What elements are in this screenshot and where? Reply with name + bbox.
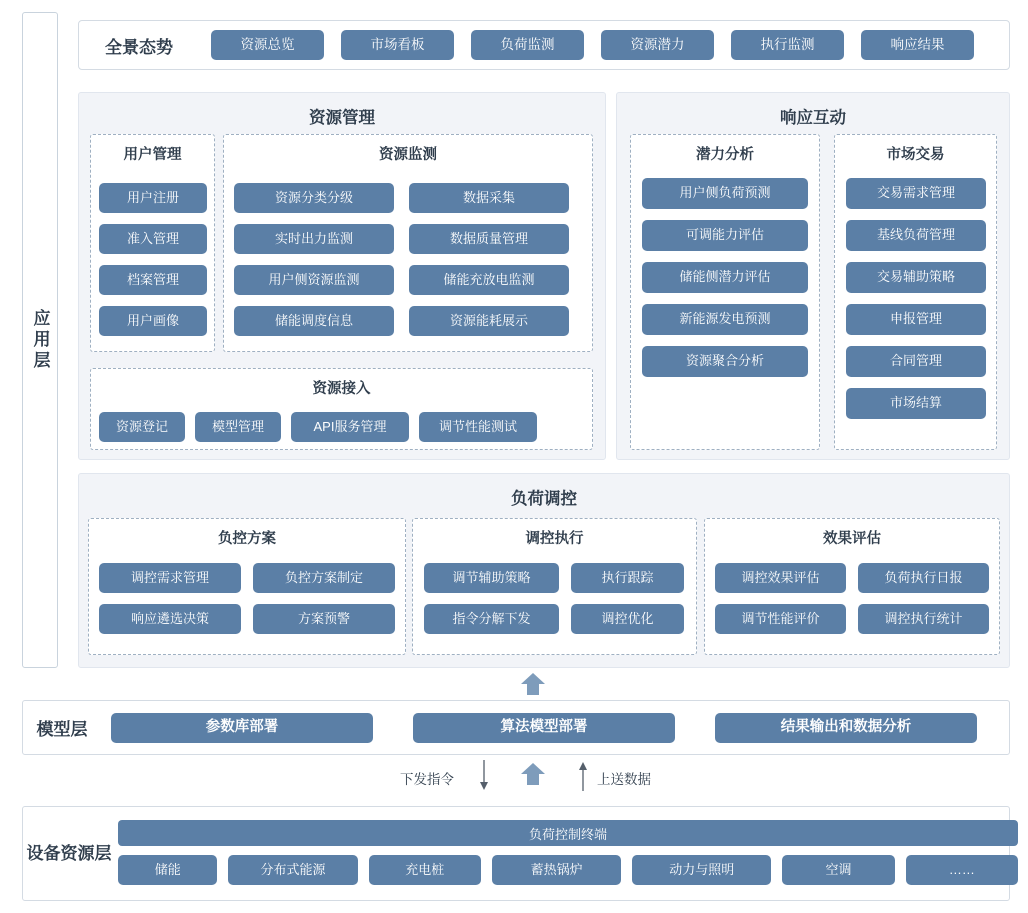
market-trade-item[interactable]: 交易辅助策略 — [846, 262, 986, 293]
up-arrow-icon — [520, 672, 546, 700]
model-layer-item[interactable]: 算法模型部署 — [413, 713, 675, 743]
overview-chip[interactable]: 市场看板 — [341, 30, 454, 60]
application-layer-label: 应用层 — [30, 308, 50, 372]
resource-access-item[interactable]: 调节性能测试 — [419, 412, 537, 442]
load-control-terminal-bar[interactable]: 负荷控制终端 — [118, 820, 1018, 846]
load-plan-title: 负控方案 — [218, 531, 276, 547]
overview-band — [78, 20, 1010, 70]
resource-monitor-item[interactable]: 数据质量管理 — [409, 224, 569, 254]
overview-chip[interactable]: 负荷监测 — [471, 30, 584, 60]
user-management-item[interactable]: 用户画像 — [99, 306, 207, 336]
load-plan-item[interactable]: 响应遴选决策 — [99, 604, 241, 634]
device-item[interactable]: 充电桩 — [369, 855, 481, 885]
device-item[interactable]: 分布式能源 — [228, 855, 357, 885]
control-execution-title: 调控执行 — [525, 531, 584, 547]
market-trade-item[interactable]: 市场结算 — [846, 388, 986, 419]
effect-evaluation-items — [715, 563, 989, 634]
load-plan-item[interactable]: 方案预警 — [253, 604, 395, 634]
overview-chip[interactable]: 资源潜力 — [601, 30, 714, 60]
resource-monitor-item[interactable]: 数据采集 — [409, 183, 569, 213]
resource-monitor-item[interactable]: 储能调度信息 — [234, 306, 394, 336]
up-data-arrow-icon — [577, 760, 589, 795]
effect-evaluation-item[interactable]: 调控执行统计 — [858, 604, 989, 634]
up-arrow-icon-2 — [520, 762, 546, 790]
device-layer-items — [118, 855, 1018, 885]
down-arrow-icon — [478, 760, 490, 795]
market-trade-item[interactable]: 交易需求管理 — [846, 178, 986, 209]
model-layer-item[interactable]: 参数库部署 — [111, 713, 373, 743]
resource-monitor-item[interactable]: 资源分类分级 — [234, 183, 394, 213]
control-execution-items — [424, 563, 686, 634]
model-layer-item[interactable]: 结果输出和数据分析 — [715, 713, 977, 743]
effect-evaluation-title: 效果评估 — [823, 531, 881, 547]
down-command-label: 下发指令 — [400, 772, 454, 787]
control-execution-item[interactable]: 调节辅助策略 — [424, 563, 559, 593]
device-item[interactable]: 储能 — [118, 855, 217, 885]
device-item[interactable]: 动力与照明 — [632, 855, 771, 885]
device-layer-label: 设备资源层 — [26, 844, 112, 864]
overview-title: 全景态势 — [105, 37, 173, 57]
potential-analysis-title: 潜力分析 — [696, 147, 754, 163]
user-management-items — [99, 183, 207, 336]
effect-evaluation-item[interactable]: 调节性能评价 — [715, 604, 846, 634]
market-trade-item[interactable]: 基线负荷管理 — [846, 220, 986, 251]
overview-chip[interactable]: 响应结果 — [861, 30, 974, 60]
model-layer-items — [111, 713, 977, 743]
load-plan-item[interactable]: 负控方案制定 — [253, 563, 395, 593]
market-trade-title: 市场交易 — [886, 147, 945, 163]
market-trade-item[interactable]: 申报管理 — [846, 304, 986, 335]
overview-chip-list — [211, 30, 974, 60]
resource-access-item[interactable]: 资源登记 — [99, 412, 185, 442]
overview-chip[interactable]: 执行监测 — [731, 30, 844, 60]
resource-monitor-item[interactable]: 储能充放电监测 — [409, 265, 569, 295]
market-trade-item[interactable]: 合同管理 — [846, 346, 986, 377]
resource-access-items — [99, 412, 585, 442]
effect-evaluation-item[interactable]: 负荷执行日报 — [858, 563, 989, 593]
device-item[interactable]: 空调 — [782, 855, 894, 885]
potential-analysis-item[interactable]: 新能源发电预测 — [642, 304, 808, 335]
overview-chip[interactable]: 资源总览 — [211, 30, 324, 60]
load-plan-items — [99, 563, 395, 634]
control-execution-item[interactable]: 指令分解下发 — [424, 604, 559, 634]
load-control-title: 负荷调控 — [511, 490, 577, 508]
model-layer-band — [22, 700, 1010, 755]
resource-monitor-item[interactable]: 用户侧资源监测 — [234, 265, 394, 295]
up-data-label: 上送数据 — [597, 772, 651, 787]
response-interaction-title: 响应互动 — [780, 109, 846, 127]
resource-monitor-item[interactable]: 资源能耗展示 — [409, 306, 569, 336]
user-management-item[interactable]: 准入管理 — [99, 224, 207, 254]
effect-evaluation-item[interactable]: 调控效果评估 — [715, 563, 846, 593]
potential-analysis-items — [642, 178, 808, 377]
resource-access-title: 资源接入 — [312, 381, 371, 397]
device-item[interactable]: 蓄热锅炉 — [492, 855, 621, 885]
resource-access-item[interactable]: API服务管理 — [291, 412, 409, 442]
user-management-title: 用户管理 — [123, 147, 182, 163]
control-execution-item[interactable]: 执行跟踪 — [571, 563, 684, 593]
potential-analysis-item[interactable]: 用户侧负荷预测 — [642, 178, 808, 209]
control-execution-item[interactable]: 调控优化 — [571, 604, 684, 634]
resource-monitor-title: 资源监测 — [379, 147, 437, 163]
resource-access-item[interactable]: 模型管理 — [195, 412, 281, 442]
resource-management-title: 资源管理 — [309, 109, 375, 127]
resource-monitor-item[interactable]: 实时出力监测 — [234, 224, 394, 254]
load-plan-item[interactable]: 调控需求管理 — [99, 563, 241, 593]
user-management-item[interactable]: 档案管理 — [99, 265, 207, 295]
user-management-item[interactable]: 用户注册 — [99, 183, 207, 213]
device-item[interactable]: …… — [906, 855, 1018, 885]
potential-analysis-item[interactable]: 可调能力评估 — [642, 220, 808, 251]
potential-analysis-item[interactable]: 储能侧潜力评估 — [642, 262, 808, 293]
device-layer-band — [22, 806, 1010, 901]
market-trade-items — [846, 178, 986, 419]
potential-analysis-item[interactable]: 资源聚合分析 — [642, 346, 808, 377]
model-layer-label: 模型层 — [36, 720, 88, 739]
resource-monitor-items — [234, 183, 582, 336]
